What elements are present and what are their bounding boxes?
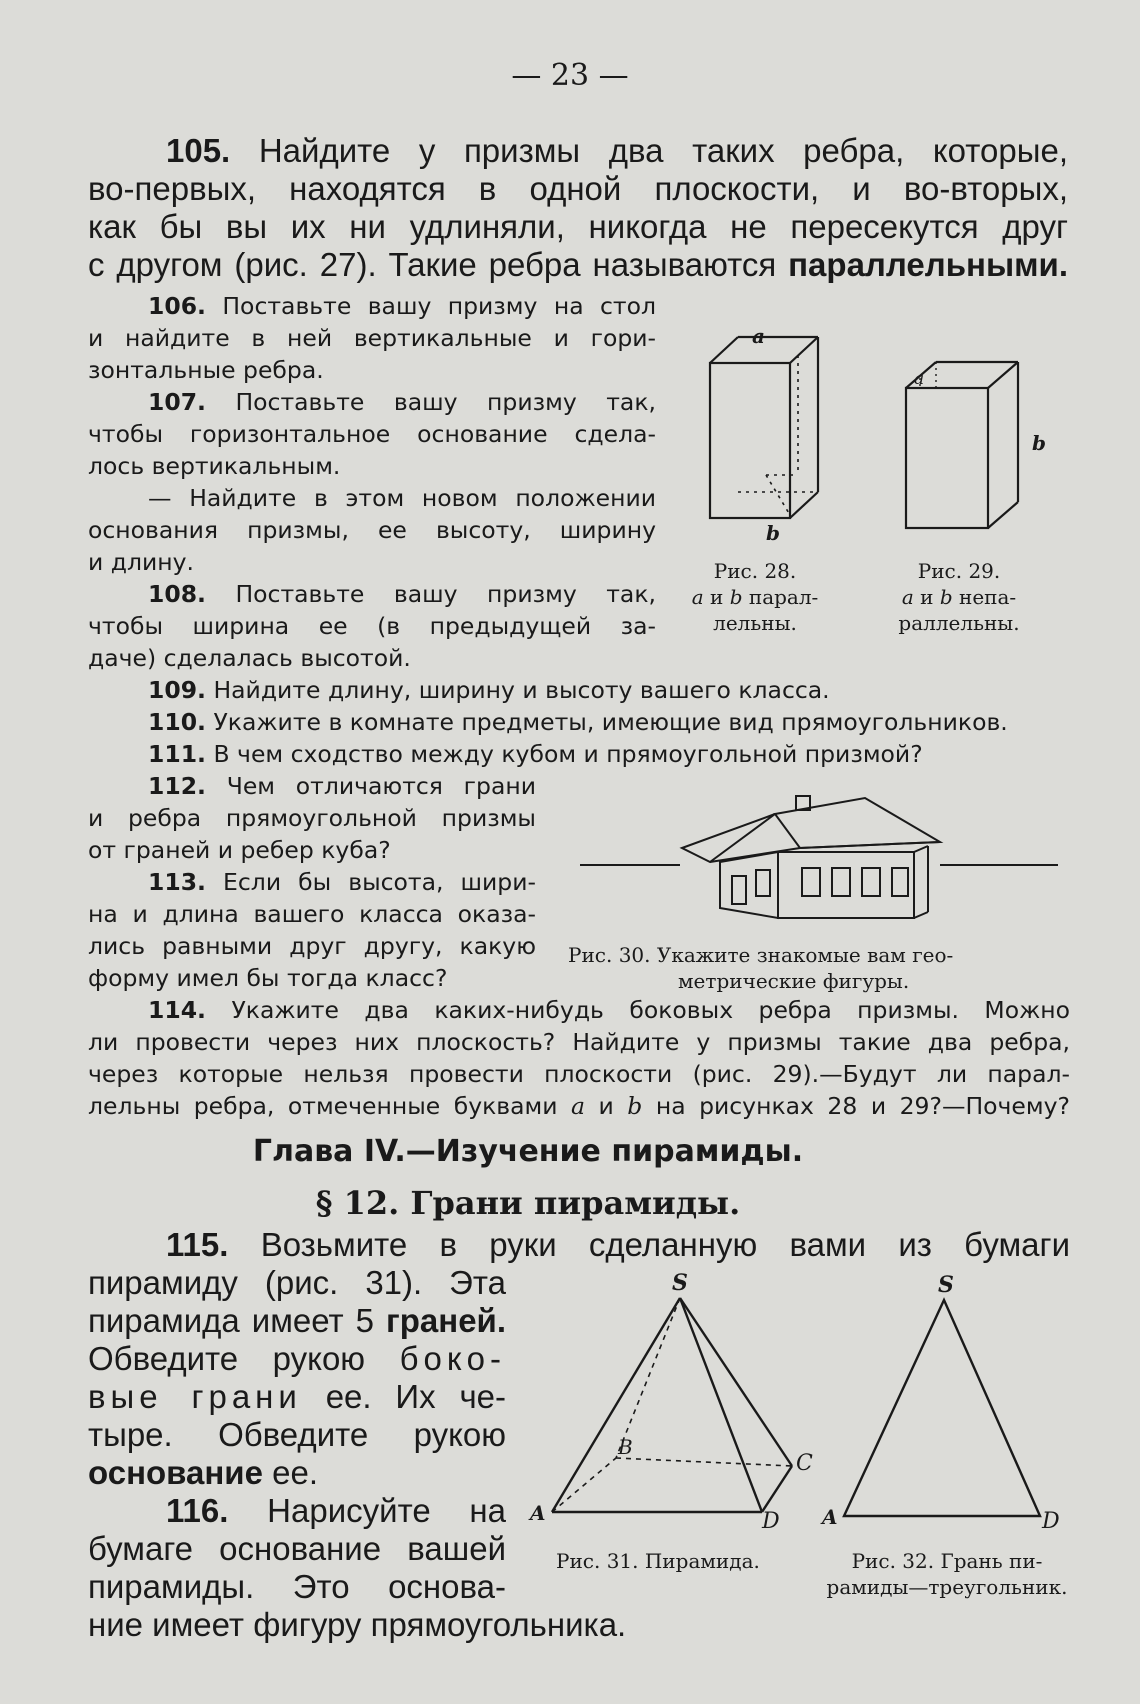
problem-114-and: и [598,1092,614,1120]
figure-31-caption: Рис. 31. Пирамида. [556,1549,760,1573]
fig31-label-C: C [796,1451,813,1476]
fig30-window-4 [862,868,880,896]
problem-115-line-6: тыре. Обведите рукою [88,1416,506,1453]
fig30-roof-main [775,798,940,848]
problem-108-text-1: Поставьте вашу призму так, [235,580,656,608]
problem-105-line-3: как бы вы их ни удлиняли, никогда не пересекутся друг [88,208,1068,245]
problem-107-line-4: — Найдите в этом новом положении [148,484,656,512]
problem-114-line-3: через которые нельзя провести плоскости (рис. 29).—Будут ли парал- [88,1060,1070,1088]
fig30-base-right [914,912,928,918]
fig29-caption-1: Рис. 29. [917,559,1001,583]
term-base: основание [88,1454,263,1491]
problem-105-text-4: с другом (рис. 27). Такие ребра называются [88,246,777,283]
problem-112-line-1 [88,770,536,802]
fig28-caption-and: и [709,585,724,609]
fig31-edge-SD [680,1298,762,1512]
fig28-caption-2 [670,584,840,610]
problem-107-line-3: лось вертикальным. [88,452,341,480]
figure-29-caption [874,558,1044,636]
fig28-top-right-edge [790,337,818,363]
page-number: — 23 — [511,58,629,93]
fig31-edge-SA [552,1298,680,1512]
fig29-caption-and: и [920,585,934,609]
fig28-caption-letter-b: b [729,585,743,609]
problem-109 [148,674,1068,706]
term-faces: граней. [386,1302,507,1339]
fig28-front-face [710,363,790,518]
problem-115-line-1 [88,1226,1070,1264]
problem-105 [88,132,1068,284]
problem-114-line-1 [88,994,1070,1026]
problems-115-116-column [88,1264,506,1606]
problem-115-text-7: ее. [272,1454,318,1491]
fig32-label-A: A [822,1505,838,1529]
problem-105-line-1 [88,132,1068,170]
fig32-caption-2: рамиды—треугольник. [826,1575,1068,1599]
fig30-front-wall [778,852,914,918]
problem-113-line-1 [88,866,536,898]
fig31-edge-SB [616,1298,680,1458]
fig30-window-5 [892,868,908,896]
problem-114-line-2: ли провести через них плоскость? Найдите у призмы такие два ребра, [88,1028,1070,1056]
problem-116-line-3: пирамиды. Это основа- [88,1568,506,1605]
problem-116-line-4: ние имеет фигуру прямоугольника. [88,1606,627,1643]
problem-105-line-4 [88,246,1068,284]
problem-105-text-1: Найдите у призмы два таких ребра, которые, [258,132,1068,169]
fig29-bottom-right-edge [988,502,1018,528]
fig29-caption-3: раллельны. [898,611,1020,635]
problem-113-number: 113. [148,868,206,896]
figure-30-caption [568,942,1048,994]
problems-112-113 [88,770,536,994]
chapter-title: Глава IV.—Изучение пирамиды. [252,1134,804,1169]
problem-107-line-6: и длину. [88,548,195,576]
problem-111 [148,738,1068,770]
problem-110-text: Укажите в комнате предметы, имеющие вид прямоугольников. [213,708,1008,736]
problem-116-text-1: Нарисуйте на [267,1492,506,1529]
fig31-label-A: A [530,1501,546,1525]
problem-107-line-2: чтобы горизонтальное основание сдела- [88,420,656,448]
problem-115-text-5: ее. Их че- [325,1378,506,1415]
problem-107-line-1 [88,386,656,418]
fig28-top-left-edge [710,337,738,363]
fig30-eave [800,842,940,848]
problem-115-text-4: Обведите рукою [88,1340,366,1377]
problem-114-line-4 [88,1090,1070,1122]
problem-115-line-3 [88,1302,506,1340]
problem-106-line-1 [88,290,656,322]
fig31-edge-DC [762,1466,792,1512]
fig31-label-D: D [762,1509,780,1534]
fig32-label-S: S [938,1272,954,1298]
fig28-hidden-back [766,475,790,515]
problem-113-line-3: лись равными друг другу, какую [88,932,536,960]
problems-106-108 [88,290,656,674]
problem-111-text: В чем сходство между кубом и прямоугольной призмой? [213,740,923,768]
problem-115-line-1-inner [88,1226,1070,1264]
fig29-label-a: a [914,369,925,389]
fig28-caption-1: Рис. 28. [713,559,797,583]
fig28-label-a: a [752,324,765,348]
figure-28-prism [700,325,840,545]
term-lateral-1: боко- [399,1340,506,1377]
problem-116-number: 116. [166,1492,229,1529]
fig29-caption-letter-a: a [901,585,914,609]
fig29-label-b: b [1032,431,1046,455]
problem-110 [148,706,1068,738]
fig28-bottom-right-edge [790,492,818,518]
problem-116-line-2: бумаге основание вашей [88,1530,506,1567]
fig32-triangle [844,1300,1040,1516]
fig28-caption-letter-a: a [691,585,704,609]
fig28-label-b: b [766,521,780,545]
problem-111-number: 111. [148,740,206,768]
problem-114-letter-b: b [627,1092,643,1120]
figure-32-face [820,1270,1070,1540]
problem-112-number: 112. [148,772,206,800]
fig30-window-2 [802,868,820,896]
problem-115-text-3: пирамида имеет 5 [88,1302,374,1339]
fig30-caption-2: метрические фигуры. [678,969,910,993]
problem-106-line-3: зонтальные ребра. [88,356,324,384]
problem-114-text-4-end: на рисунках 28 и 29?—Почему? [655,1092,1070,1120]
fig29-caption-letter-b: b [939,585,953,609]
fig29-caption-word: непа- [958,585,1017,609]
problem-115-line-4 [88,1340,506,1378]
problem-107-text-1: Поставьте вашу призму так, [235,388,656,416]
problem-106-text-1: Поставьте вашу призму на стол [222,292,656,320]
problem-114-number: 114. [148,996,206,1024]
figure-29-prism [898,350,1058,540]
problem-115-line-7 [88,1454,506,1492]
problem-113-line-2: на и длина вашего класса оказа- [88,900,536,928]
fig29-top-right-edge [988,362,1018,388]
fig31-label-B: B [618,1435,633,1459]
problem-107-number: 107. [148,388,206,416]
fig29-caption-2 [874,584,1044,610]
problem-113-line-4: форму имел бы тогда класс? [88,964,448,992]
fig30-window-1 [756,870,770,896]
figure-28-caption [670,558,840,636]
problem-109-number: 109. [148,676,206,704]
fig29-front-face [906,388,988,528]
problem-107-line-5: основания призмы, ее высоту, ширину [88,516,656,544]
problem-114-text-1: Укажите два каких-нибудь боковых ребра призмы. Можно [231,996,1070,1024]
problem-112-text-1: Чем отличаются грани [226,772,536,800]
problem-106-line-2: и найдите в ней вертикальные и гори- [88,324,656,352]
fig28-caption-word: парал- [748,585,819,609]
figure-32-caption [822,1548,1072,1600]
problem-114 [88,994,1070,1122]
problem-114-letter-a: a [571,1092,586,1120]
problem-115-text-1: Возьмите в руки сделанную вами из бумаги [260,1226,1071,1263]
problem-106-number: 106. [148,292,206,320]
problem-115-line-2: пирамиду (рис. 31). Эта [88,1264,506,1301]
problem-105-line-2: во-первых, находятся в одной плоскости, и во-вторых, [88,170,1068,207]
problem-112-line-2: и ребра прямоугольной призмы [88,804,536,832]
problem-105-number: 105. [166,132,231,169]
fig30-caption-1: Рис. 30. Укажите знакомые вам гео- [568,943,954,967]
fig32-label-D: D [1042,1509,1060,1534]
problem-108-line-2: чтобы ширина ее (в предыдущей за- [88,612,656,640]
problem-113-text-1: Если бы высота, шири- [223,868,536,896]
problem-112-line-3: от граней и ребер куба? [88,836,391,864]
fig30-window-3 [832,868,850,896]
problem-110-number: 110. [148,708,206,736]
problem-114-text-4: лельны ребра, отмеченные буквами [88,1092,558,1120]
fig31-label-S: S [672,1270,688,1296]
problem-115-number: 115. [166,1226,229,1263]
problem-109-text: Найдите длину, ширину и высоту вашего класса. [213,676,830,704]
term-parallel: параллельными. [788,246,1068,283]
problem-108-line-1 [88,578,656,610]
fig31-edge-BC [616,1458,792,1466]
fig28-caption-3: лельны. [713,611,797,635]
figure-31-pyramid [530,1270,820,1540]
fig31-edge-AB [552,1458,616,1512]
problem-108-number: 108. [148,580,206,608]
problem-116-line-1 [88,1492,506,1530]
section-title: § 12. Грани пирамиды. [315,1184,741,1222]
problems-109-111 [148,674,1068,770]
figure-30-house [580,790,1060,930]
fig30-side-corner [914,846,928,852]
fig32-caption-1: Рис. 32. Грань пи- [851,1549,1043,1573]
term-lateral-2: вые грани [88,1378,302,1415]
fig30-door [732,876,746,904]
problem-108-line-3: даче) сделалась высотой. [88,644,411,672]
problem-115-line-5 [88,1378,506,1416]
